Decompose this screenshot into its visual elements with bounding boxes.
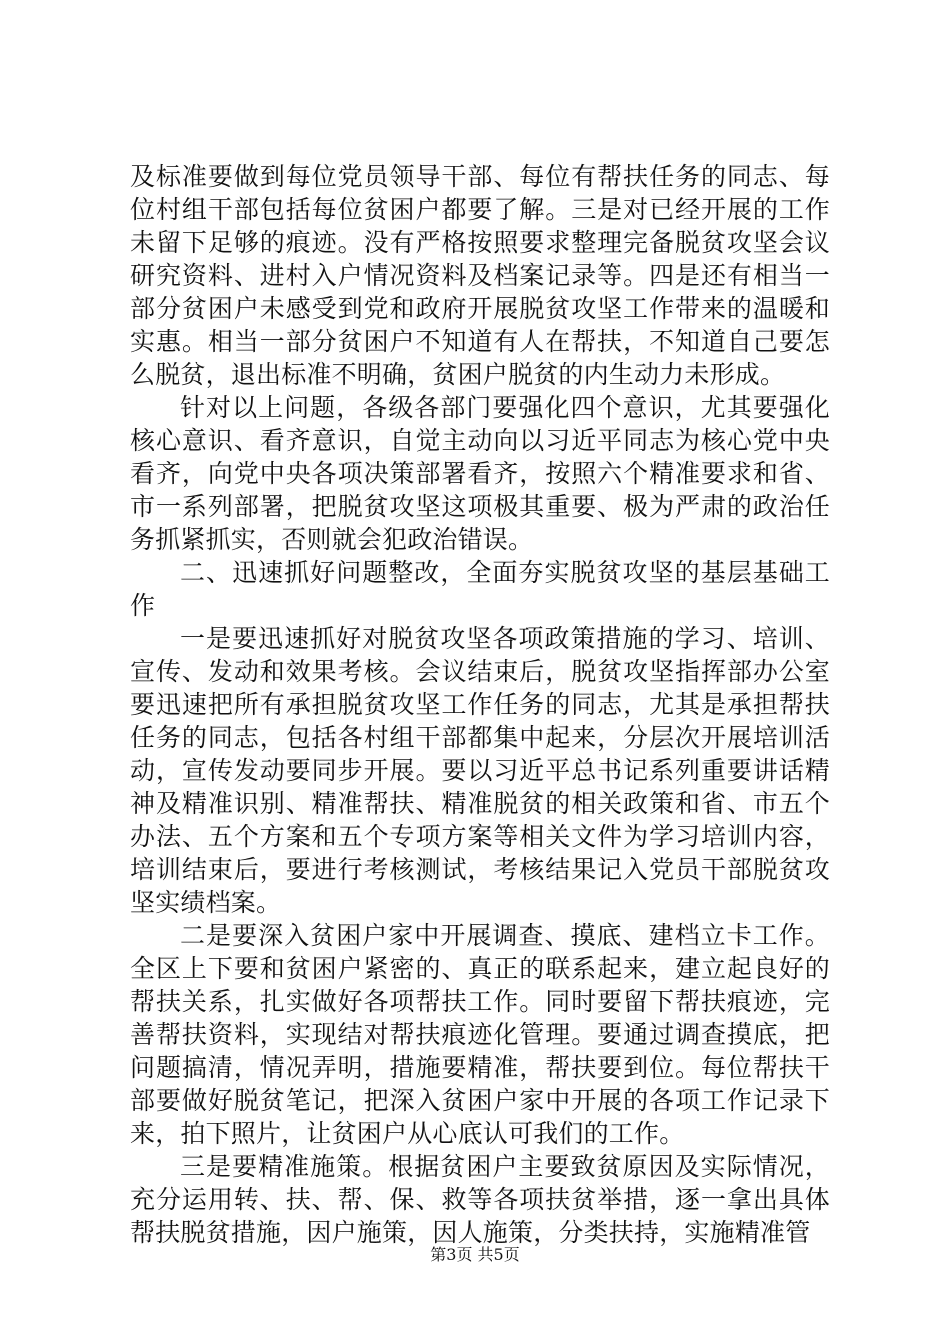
paragraph-3: 一是要迅速抓好对脱贫攻坚各项政策措施的学习、培训、宣传、发动和效果考核。会议结束后，脱贫攻坚指挥部办公室要迅速把所有承担脱贫攻坚工作任务的同志，尤其是承担帮扶任务的同志，包括各村组干部都集中起来，分层次开展培训活动，宣传发动要同步开展。要以习近平总书记系列重要讲话精神及精准识别、精准帮扶、精准脱贫的相关政策和省、市五个办法、五个方案和五个专项方案等相关文件为学习培训内容，培训结束后，要进行考核测试，考核结果记入党员干部脱贫攻坚实绩档案。 bbox=[130, 624, 830, 917]
page-number-footer: 第3页 共5页 bbox=[430, 1245, 520, 1264]
paragraph-1: 及标准要做到每位党员领导干部、每位有帮扶任务的同志、每位村组干部包括每位贫困户都要了解。三是对已经开展的工作未留下足够的痕迹。没有严格按照要求整理完备脱贫攻坚会议研究资料、进村入户情况资料及档案记录等。四是还有相当一部分贫困户未感受到党和政府开展脱贫攻坚工作带来的温暖和实惠。相当一部分贫困户不知道有人在帮扶，不知道自己要怎么脱贫，退出标准不明确，贫困户脱贫的内生动力未形成。 bbox=[130, 162, 830, 389]
paragraph-4: 二是要深入贫困户家中开展调查、摸底、建档立卡工作。全区上下要和贫困户紧密的、真正的联系起来，建立起良好的帮扶关系，扎实做好各项帮扶工作。同时要留下帮扶痕迹，完善帮扶资料，实现结对帮扶痕迹化管理。要通过调查摸底，把问题搞清，情况弄明，措施要精准，帮扶要到位。每位帮扶干部要做好脱贫笔记，把深入贫困户家中开展的各项工作记录下来，拍下照片，让贫困户从心底认可我们的工作。 bbox=[130, 921, 830, 1148]
section-heading-2: 二、迅速抓好问题整改，全面夯实脱贫攻坚的基层基础工作 bbox=[130, 558, 830, 620]
paragraph-2: 针对以上问题，各级各部门要强化四个意识，尤其要强化核心意识、看齐意识，自觉主动向以习近平同志为核心党中央看齐，向党中央各项决策部署看齐，按照六个精准要求和省、市一系列部署，把脱贫攻坚这项极其重要、极为严肃的政治任务抓紧抓实，否则就会犯政治错误。 bbox=[130, 393, 830, 554]
paragraph-5: 三是要精准施策。根据贫困户主要致贫原因及实际情况，充分运用转、扶、帮、保、救等各项扶贫举措，逐一拿出具体帮扶脱贫措施，因户施策，因人施策，分类扶持，实施精准管 bbox=[130, 1152, 830, 1247]
document-body bbox=[130, 160, 830, 1249]
